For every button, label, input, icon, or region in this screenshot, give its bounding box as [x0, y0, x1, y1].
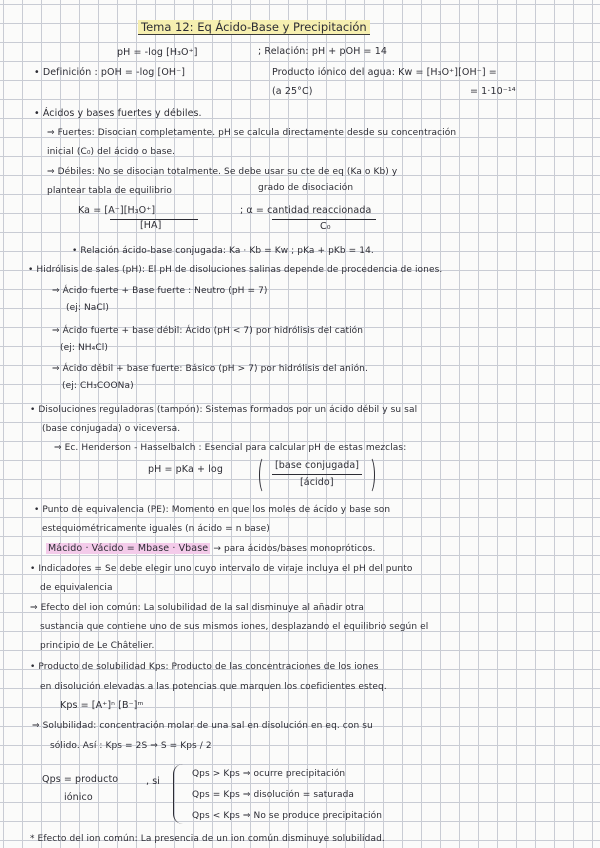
- alpha-fraction-bar: [272, 219, 376, 220]
- qps-if: , si: [146, 776, 161, 787]
- henderson-hasselbalch: ⇒ Ec. Henderson - Hasselbalch : Esencial para calcular pH de estas mezclas:: [54, 443, 407, 453]
- strong-acid-weak-base: ⇒ Ácido fuerte + base débil: Ácido (pH < 7) por hidrólisis del catión: [52, 326, 364, 336]
- example-ch3coona: (ej: CH₃COONa): [62, 381, 134, 391]
- strong-definition-cont: inicial (C₀) del ácido o base.: [47, 147, 176, 157]
- equivalence-point-cont: estequiométricamente iguales (n ácido = n base): [42, 524, 270, 534]
- ka-numerator: Ka = [A⁻][H₃O⁺]: [78, 205, 156, 216]
- strong-definition: ⇒ Fuertes: Disocian completamente. pH se calcula directamente desde su concentración: [47, 128, 457, 138]
- hh-fraction-bar: [272, 474, 362, 475]
- ph-definition: pH = -log [H₃O⁺]: [117, 47, 198, 58]
- common-ion-effect: ⇒ Efecto del ion común: La solubilidad de la sal disminuye al añadir otra: [30, 603, 364, 613]
- hh-left-paren: [259, 456, 270, 494]
- page-title: Tema 12: Eq Ácido-Base y Precipitación: [138, 20, 370, 35]
- monoprotic-note: → para ácidos/bases monopróticos.: [213, 544, 376, 554]
- salt-hydrolysis: • Hidrólisis de sales (pH): El pH de disoluciones salinas depende de procedencia de iones.: [28, 265, 443, 275]
- weak-definition-cont: plantear tabla de equilibrio: [47, 186, 172, 196]
- water-ionic-product: Producto iónico del agua: Kw = [H₃O⁺][OH⁻] =: [272, 67, 497, 78]
- qps-brace: [173, 764, 183, 824]
- weak-definition: ⇒ Débiles: No se disocian totalmente. Se debe usar su cte de eq (Ka o Kb) y: [47, 167, 398, 177]
- hh-denominator: [ácido]: [300, 477, 334, 488]
- solubility-product: • Producto de solubilidad Kps: Producto de las concentraciones de los iones: [30, 662, 379, 672]
- alpha-denominator: C₀: [320, 221, 331, 232]
- common-ion-effect-cont: sustancia que contiene uno de sus mismos iones, desplazando el equilibrio según el: [40, 622, 429, 632]
- ph-poh-relation: ; Relación: pH + pOH = 14: [258, 46, 388, 57]
- qps-less: Qps < Kps ⇒ No se produce precipitación: [192, 811, 383, 821]
- indicators-cont: de equivalencia: [40, 583, 113, 593]
- alpha-label: grado de disociación: [258, 183, 354, 193]
- hh-right-paren: [364, 456, 375, 494]
- example-nacl: (ej: NaCl): [66, 303, 109, 313]
- solubility-definition: ⇒ Solubilidad: concentración molar de una sal en disolución en eq. con su: [32, 721, 373, 731]
- qps-label: Qps = producto: [42, 774, 119, 785]
- common-ion-summary: * Efecto del ion común: La presencia de un ion común disminuye solubilidad.: [30, 834, 385, 844]
- indicators: • Indicadores = Se debe elegir uno cuyo intervalo de viraje incluya el pH del punto: [30, 564, 413, 574]
- poh-definition: • Definición : pOH = -log [OH⁻]: [34, 67, 186, 78]
- strong-strong: ⇒ Ácido fuerte + Base fuerte : Neutro (pH = 7): [52, 286, 268, 296]
- hh-numerator: [base conjugada]: [275, 460, 360, 471]
- titration-formula-wrap: [46, 543, 376, 555]
- example-nh4cl: (ej: NH₄Cl): [60, 343, 108, 353]
- qps-greater: Qps > Kps ⇒ ocurre precipitación: [192, 769, 346, 779]
- conjugate-relation: • Relación ácido-base conjugada: Ka · Kb = Kw ; pKa + pKb = 14.: [72, 246, 374, 256]
- qps-label-cont: iónico: [64, 792, 93, 803]
- kps-expression: Kps = [A⁺]ⁿ [B⁻]ᵐ: [60, 700, 144, 711]
- qps-equal: Qps = Kps ⇒ disolución = saturada: [192, 790, 355, 800]
- solubility-definition-cont: sólido. Así : Kps = 2S ⇒ S = Kps / 2: [50, 741, 212, 751]
- buffer-definition-cont: (base conjugada) o viceversa.: [42, 424, 181, 434]
- hh-equation: pH = pKa + log: [148, 464, 223, 475]
- weak-acid-strong-base: ⇒ Ácido débil + base fuerte: Básico (pH > 7) por hidrólisis del anión.: [52, 364, 368, 374]
- common-ion-effect-cont2: principio de Le Châtelier.: [40, 641, 155, 651]
- equivalence-point: • Punto de equivalencia (PE): Momento en que los moles de ácido y base son: [34, 505, 391, 515]
- solubility-product-cont: en disolución elevadas a las potencias que marquen los coeficientes esteq.: [40, 682, 387, 692]
- temperature-note: (a 25°C): [272, 86, 313, 97]
- ka-denominator: [HA]: [140, 220, 162, 231]
- buffer-definition: • Disoluciones reguladoras (tampón): Sistemas formados por un ácido débil y su sal: [30, 405, 418, 415]
- titration-formula: Mácido · Vácido = Mbase · Vbase: [48, 543, 209, 554]
- section-strong-weak: • Ácidos y bases fuertes y débiles.: [34, 108, 202, 119]
- kw-value: = 1·10⁻¹⁴: [470, 86, 516, 97]
- alpha-numerator: ; α = cantidad reaccionada: [240, 205, 372, 216]
